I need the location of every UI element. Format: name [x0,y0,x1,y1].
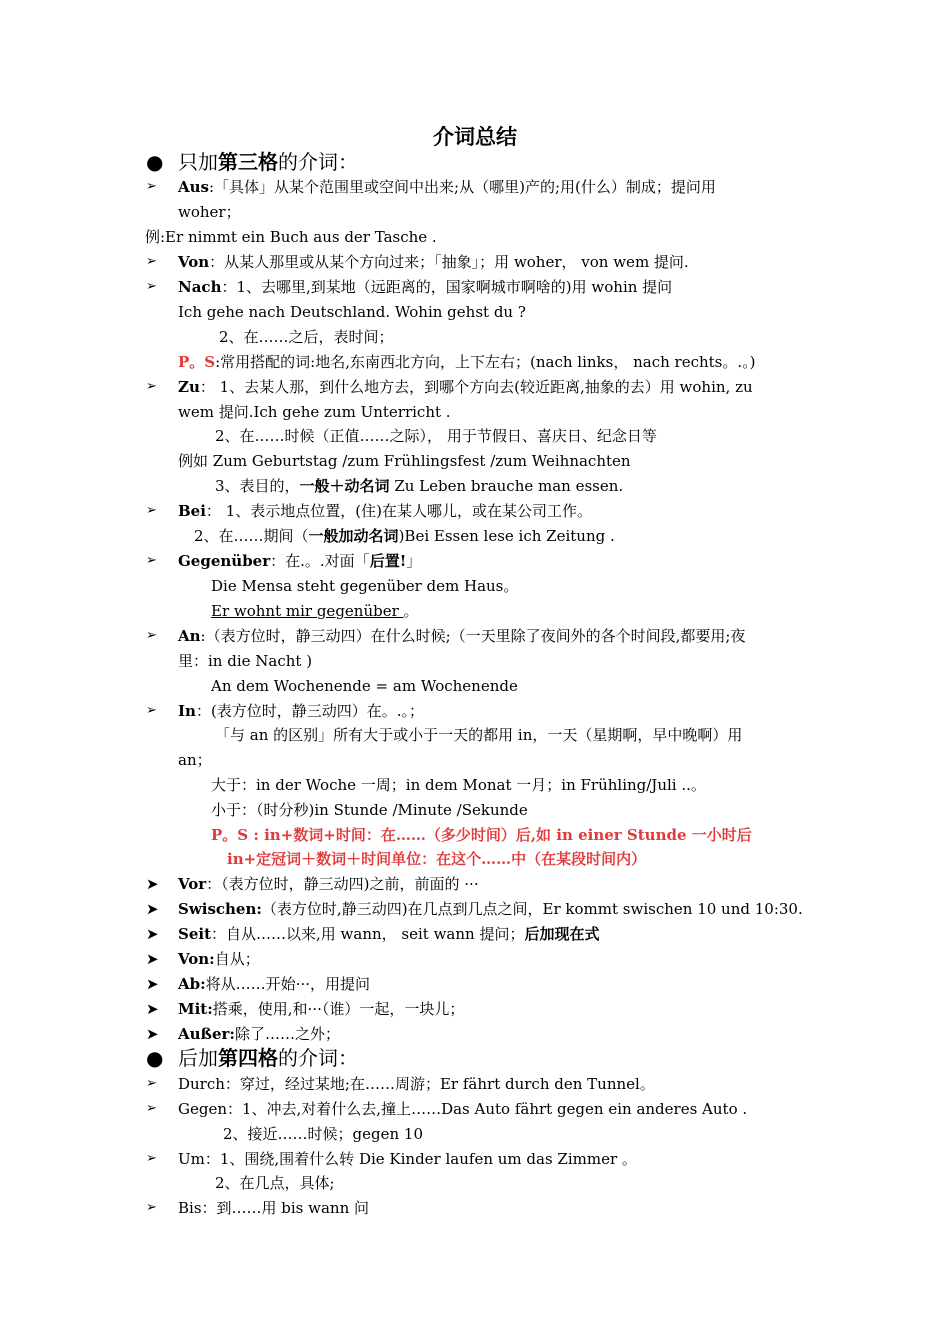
section-heading-dative: 只加第三格的介词： [178,150,358,174]
entry-swischen: Swischen:（表方位时,静三动四)在几点到几点之间，Er kommt swischen 10 und 10:30. [178,900,803,918]
entry-in-difference: 「与 an 的区别」所有大于或小于一天的都用 in，一天（星期啊，早中晚啊）用 [215,726,743,744]
entry-mit: Mit:搭乘，使用,和···（谁）一起，一块儿； [178,1000,465,1018]
arrow-bullet-icon: ➢ [146,703,157,718]
entry-um: Um：1、围绕,围着什么转 Die Kinder laufen um das Zimmer 。 [178,1150,637,1168]
entry-um-time: 2、在几点，具体; [215,1174,335,1192]
arrow-bullet-icon: ➢ [146,379,157,394]
entry-zu: Zu： 1、去某人那，到什么地方去，到哪个方向去(较近距离,抽象的去）用 wohin, zu [178,378,753,396]
entry-in-greater: 大于：in der Woche 一周；in dem Monat 一月；in Frühling/Juli ..。 [211,776,706,794]
arrow-bullet-icon: ➤ [146,950,159,968]
entry-in: In：(表方位时，静三动四）在。.。； [178,702,425,720]
entry-aus-example: 例:Er nimmt ein Buch aus der Tasche . [145,228,437,246]
entry-nach-example: Ich gehe nach Deutschland. Wohin gehst du ? [178,303,526,321]
entry-aus-cont: woher； [178,203,241,221]
entry-gegenueber-example-2: Er wohnt mir gegenüber 。 [211,602,419,620]
arrow-bullet-icon: ➢ [146,1076,157,1091]
entry-durch: Durch：穿过，经过某地;在……周游；Er fährt durch den Tunnel。 [178,1075,655,1093]
entry-nach: Nach：1、去哪里,到某地（远距离的，国家啊城市啊啥的)用 wohin 提问 [178,278,673,296]
arrow-bullet-icon: ➤ [146,900,159,918]
entry-zu-time: 2、在……时候（正值……之际）， 用于节假日、喜庆日、纪念日等 [215,427,657,445]
entry-ab: Ab:将从……开始···，用提问 [178,975,370,993]
arrow-bullet-icon: ➢ [146,254,157,269]
arrow-bullet-icon: ➤ [146,1000,159,1018]
arrow-bullet-icon: ➤ [146,1025,159,1043]
arrow-bullet-icon: ➤ [146,925,159,943]
arrow-bullet-icon: ➢ [146,503,157,518]
arrow-bullet-icon: ➤ [146,875,159,893]
entry-in-difference-cont: an； [178,751,212,769]
entry-in-smaller: 小于：（时分秒)in Stunde /Minute /Sekunde [211,801,528,819]
arrow-bullet-icon: ➤ [146,975,159,993]
entry-an: An:（表方位时，静三动四）在什么时候;（一天里除了夜间外的各个时间段,都要用;夜 [178,627,746,645]
entry-ausser: Außer:除了……之外； [178,1025,340,1043]
entry-zu-purpose: 3、表目的，一般＋动名词 Zu Leben brauche man essen. [215,477,624,495]
entry-von: Von：从某人那里或从某个方向过来；「抽象」；用 woher， von wem 提问. [178,253,689,271]
entry-zu-example: 例如 Zum Geburtstag /zum Frühlingsfest /zum Weihnachten [178,452,631,470]
page-title: 介词总结 [433,124,517,149]
arrow-bullet-icon: ➢ [146,628,157,643]
entry-bei-during: 2、在……期间（一般加动名词)Bei Essen lese ich Zeitung . [194,527,615,545]
bullet-dot-icon: ● [146,1046,164,1070]
entry-gegenueber: Gegenüber：在.。.对面「后置!」 [178,552,422,570]
entry-zu-cont: wem 提问.Ich gehe zum Unterricht . [178,403,451,421]
section-heading-accusative: 后加第四格的介词： [178,1046,358,1070]
entry-vor: Vor：（表方位时，静三动四)之前，前面的 ··· [178,875,479,893]
entry-aus: Aus:「具体」从某个范围里或空间中出来;从（哪里)产的;用(什么）制成；提问用 [178,178,716,196]
entry-gegen-time: 2、接近……时候；gegen 10 [223,1125,424,1143]
entry-gegenueber-example-1: Die Mensa steht gegenüber dem Haus。 [211,577,519,595]
arrow-bullet-icon: ➢ [146,1200,157,1215]
arrow-bullet-icon: ➢ [146,179,157,194]
entry-bei: Bei： 1、表示地点位置，(住)在某人哪儿，或在某公司工作。 [178,502,592,520]
entry-an-cont: 里：in die Nacht ) [178,652,313,670]
entry-an-example: An dem Wochenende = am Wochenende [211,677,518,695]
arrow-bullet-icon: ➢ [146,1151,157,1166]
entry-bis: Bis：到……用 bis wann 问 [178,1199,370,1217]
entry-in-ps-1: P。S : in+数词+时间：在……（多少时间）后,如 in einer Stunde 一小时后 [211,826,752,844]
entry-in-ps-2: in+定冠词＋数词＋时间单位：在这个……中（在某段时间内） [227,850,647,868]
bullet-dot-icon: ● [146,150,164,174]
arrow-bullet-icon: ➢ [146,1101,157,1116]
entry-nach-time: 2、在……之后，表时间； [219,328,394,346]
entry-seit: Seit：自从……以来,用 wann， seit wann 提问；后加现在式 [178,925,600,943]
entry-von-since: Von:自从； [178,950,260,968]
entry-nach-ps: P。S:常用搭配的词:地名,东南西北方向，上下左右；(nach links， nach rechts。.。) [178,353,756,371]
arrow-bullet-icon: ➢ [146,553,157,568]
arrow-bullet-icon: ➢ [146,279,157,294]
entry-gegen: Gegen：1、冲去,对着什么去,撞上……Das Auto fährt gegen ein anderes Auto . [178,1100,748,1118]
